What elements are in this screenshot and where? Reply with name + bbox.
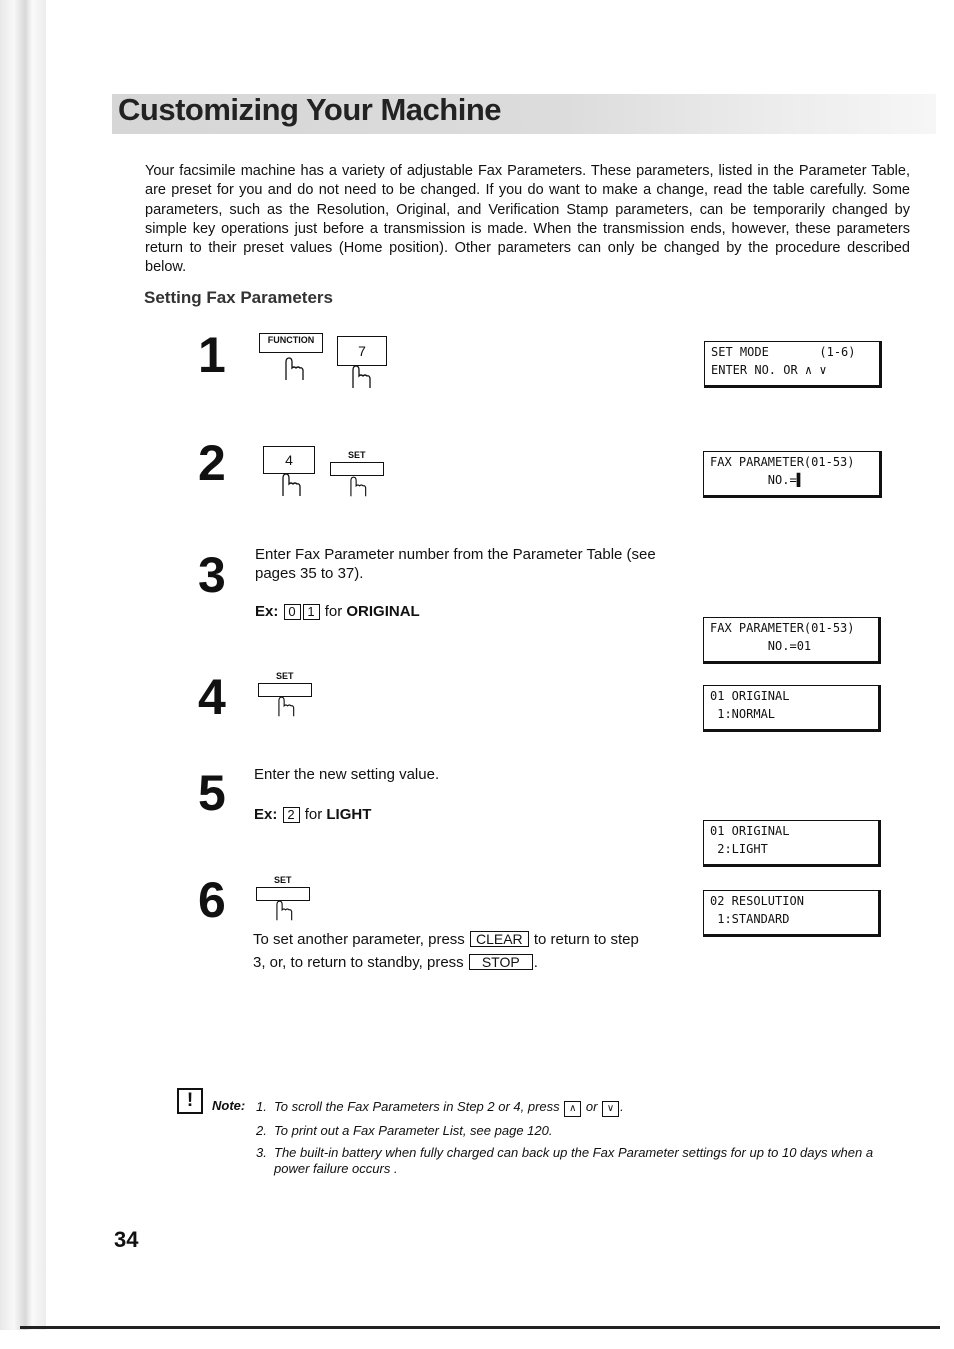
lcd-display-original-normal	[703, 685, 881, 732]
section-heading: Setting Fax Parameters	[144, 288, 333, 307]
intro-paragraph: Your facsimile machine has a variety of adjustable Fax Parameters. These parameters, listed in the Parameter Table, are preset for you and do not need to be changed. If you do want to make a change, read the table carefully. Some parameters, such as the Resolution, Original, and Verification Stamp parameters, can be temporarily changed by simple key operations just before a transmission is made. When the transmission ends, however, these parameters return to their preset values (Home position). Other parameters can only be changed by the procedure described below.	[145, 163, 910, 276]
lcd-line-1: 01 ORIGINAL	[710, 689, 790, 703]
set-key-label: SET	[348, 450, 366, 460]
note-label: Note:	[212, 1098, 246, 1113]
down-arrow-key: ∨	[602, 1101, 619, 1117]
page-spine-shadow	[0, 0, 46, 1330]
lcd-line-2: 1:STANDARD	[710, 912, 790, 926]
key-0: 0	[284, 604, 301, 620]
step-6-text-c: .	[533, 954, 538, 971]
lcd-display-fax-parameter-01	[703, 617, 881, 664]
function-key: FUNCTION	[259, 333, 323, 353]
pressing-finger-icon	[345, 360, 375, 390]
up-arrow-key: ∧	[564, 1101, 581, 1117]
lcd-display-set-mode	[704, 341, 882, 388]
lcd-line-1: 02 RESOLUTION	[710, 894, 804, 908]
lcd-line-2: 2:LIGHT	[710, 842, 768, 856]
set-key-label: SET	[274, 875, 292, 885]
stop-key: STOP	[469, 954, 533, 970]
example-label: Ex:	[255, 603, 279, 620]
step-2-number: 2	[198, 435, 226, 491]
bottom-rule	[20, 1326, 940, 1329]
lcd-line-2: 1:NORMAL	[710, 707, 776, 721]
pressing-finger-icon	[268, 896, 298, 922]
step-3-text: Enter Fax Parameter number from the Parameter Table (see pages 35 to 37).	[255, 546, 656, 582]
key-7: 7	[337, 336, 387, 366]
exclamation-icon: !	[177, 1088, 203, 1114]
note-number: 1.	[256, 1099, 267, 1114]
lcd-line-2: NO.=01	[710, 639, 812, 653]
step-1-number: 1	[198, 327, 226, 383]
lcd-line-2: NO.=▌	[710, 473, 804, 487]
lcd-line-1: FAX PARAMETER(01-53)	[710, 455, 855, 469]
note-3-text: The built-in battery when fully charged can back up the Fax Parameter settings for up to 10 days when a power failure occurs .	[274, 1145, 874, 1176]
or-word: or	[585, 1099, 598, 1114]
step-6-text-b: to return to step 3, or, to return to standby, press	[253, 931, 639, 971]
step-5-text: Enter the new setting value.	[254, 766, 440, 783]
note-1-text: To scroll the Fax Parameters in Step 2 or 4, press	[274, 1099, 560, 1114]
step-4-number: 4	[198, 669, 226, 725]
key-1: 1	[303, 604, 320, 620]
lcd-line-2: ENTER NO. OR ∧ ∨	[711, 363, 827, 377]
page-title: Customizing Your Machine	[118, 92, 501, 127]
lcd-line-1: FAX PARAMETER(01-53)	[710, 621, 855, 635]
lcd-display-fax-parameter	[703, 451, 882, 498]
set-key-label: SET	[276, 671, 294, 681]
step-5-example	[254, 806, 371, 823]
for-word: for	[324, 603, 343, 620]
note-1-end: .	[620, 1099, 624, 1114]
step-6-text	[253, 928, 643, 974]
for-word: for	[304, 806, 323, 823]
note-list	[256, 1099, 896, 1183]
lcd-display-resolution-standard	[703, 890, 881, 937]
step-3-number: 3	[198, 547, 226, 603]
page-number: 34	[114, 1227, 139, 1252]
example-label: Ex:	[254, 806, 278, 823]
note-2-text: To print out a Fax Parameter List, see page 120.	[274, 1123, 553, 1138]
list-item	[256, 1145, 896, 1177]
pressing-finger-icon	[278, 352, 308, 382]
pressing-finger-icon	[342, 472, 372, 498]
example-value: ORIGINAL	[346, 603, 420, 620]
clear-key: CLEAR	[470, 931, 529, 947]
lcd-line-1: SET MODE (1-6)	[711, 345, 856, 359]
pressing-finger-icon	[270, 692, 300, 718]
step-3-example	[255, 603, 420, 620]
step-6-text-a: To set another parameter, press	[253, 931, 465, 948]
note-number: 2.	[256, 1123, 267, 1138]
list-item	[256, 1123, 896, 1139]
list-item	[256, 1099, 896, 1117]
note-number: 3.	[256, 1145, 267, 1160]
lcd-line-1: 01 ORIGINAL	[710, 824, 790, 838]
step-6-number: 6	[198, 872, 226, 928]
example-value: LIGHT	[326, 806, 372, 823]
key-2: 2	[283, 807, 300, 823]
pressing-finger-icon	[275, 468, 305, 498]
step-5-number: 5	[198, 765, 226, 821]
lcd-display-original-light	[703, 820, 881, 867]
key-4: 4	[263, 446, 315, 474]
